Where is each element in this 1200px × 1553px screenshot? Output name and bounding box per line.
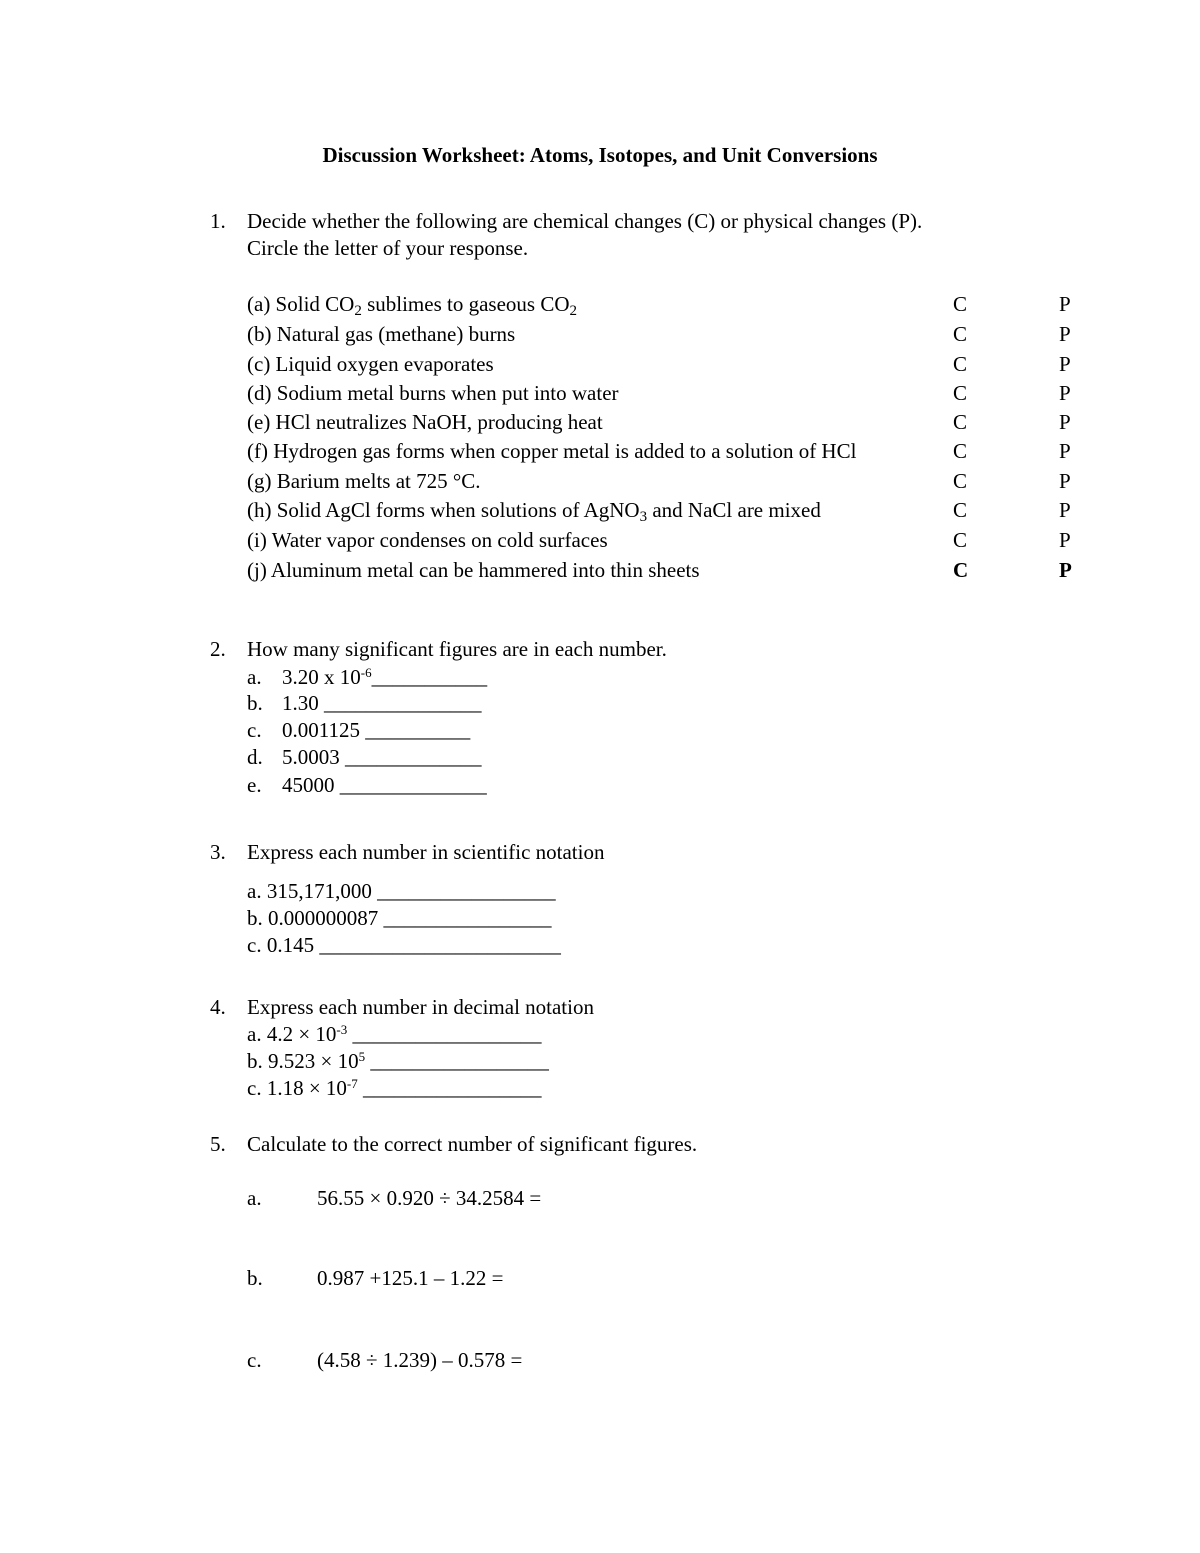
q5-a-label: a. [247,1186,262,1210]
q1-item-c: (c) Liquid oxygen evaporates [247,352,494,376]
q4-c-answer-line[interactable]: c. $1.18 \times 10^{-7}$ _________________ [247,1076,542,1100]
q1-j-chemical-option[interactable]: C [953,558,969,582]
q1-item-a: (a) Solid $CO_2$ sublimes to gaseous $CO_2$ [247,292,577,319]
q1-d-chemical-option[interactable]: C [953,381,968,405]
q1-h-chemical-option[interactable]: C [953,498,968,522]
q1-c-physical-option[interactable]: P [1059,352,1071,376]
q2-a-answer-line[interactable]: 3.20 x $10^{-6}\_\_\_\_\_\_\_\_\_\_\_$ [282,665,488,689]
q2-text: How many significant figures are in each number. [247,637,667,661]
q4-a-answer-line[interactable]: a. $4.2 \times 10^{-3}$ __________________ [247,1022,542,1046]
q1-f-physical-option[interactable]: P [1059,439,1071,463]
q2-c-answer-line[interactable]: 0.001125 __________ [282,718,471,742]
q2-b-label: b. [247,691,263,715]
q1-item-j: (j) Aluminum metal can be hammered into thin sheets [247,558,700,582]
q1-b-physical-option[interactable]: P [1059,322,1071,346]
q1-b-chemical-option[interactable]: C [953,322,968,346]
page-title: Discussion Worksheet: Atoms, Isotopes, and Unit Conversions [322,143,878,167]
q5-b-label: b. [247,1266,263,1290]
q3-b-answer-line[interactable]: b. 0.000000087 ________________ [247,906,552,930]
q3-number: 3. [210,840,226,864]
q5-b-expression: 0.987 +125.1 – 1.22 = [317,1266,504,1290]
q1-g-physical-option[interactable]: P [1059,469,1071,493]
q1-item-b: (b) Natural gas (methane) burns [247,322,516,346]
q2-b-answer-line[interactable]: 1.30 _______________ [282,691,482,715]
q1-i-chemical-option[interactable]: C [953,528,968,552]
q5-c-label: c. [247,1348,262,1372]
q5-a-expression: 56.55 × 0.920 ÷ 34.2584 = [317,1186,542,1210]
q1-g-chemical-option[interactable]: C [953,469,968,493]
q2-c-label: c. [247,718,262,742]
q4-number: 4. [210,995,226,1019]
q1-e-chemical-option[interactable]: C [953,410,968,434]
q1-item-i: (i) Water vapor condenses on cold surfaces [247,528,608,552]
q1-c-chemical-option[interactable]: C [953,352,968,376]
q2-e-label: e. [247,773,262,797]
q1-number: 1. [210,209,226,233]
q1-i-physical-option[interactable]: P [1059,528,1071,552]
q4-text: Express each number in decimal notation [247,995,594,1019]
q2-e-answer-line[interactable]: 45000 ______________ [282,773,487,797]
q1-item-f: (f) Hydrogen gas forms when copper metal is added to a solution of HCl [247,439,857,463]
q3-c-answer-line[interactable]: c. 0.145 _______________________ [247,933,561,957]
q5-number: 5. [210,1132,226,1156]
q1-item-e: (e) HCl neutralizes NaOH, producing heat [247,410,603,434]
q5-c-expression: (4.58 ÷ 1.239) – 0.578 = [317,1348,523,1372]
q1-f-chemical-option[interactable]: C [953,439,968,463]
q2-a-label: a. [247,665,262,689]
q1-item-h: (h) Solid AgCl forms when solutions of AgNO$_3$ and NaCl are mixed [247,498,821,525]
q1-a-chemical-option[interactable]: C [953,292,968,316]
q1-d-physical-option[interactable]: P [1059,381,1071,405]
q4-b-answer-line[interactable]: b. $9.523 \times 10^5$ _________________ [247,1049,549,1073]
q1-h-physical-option[interactable]: P [1059,498,1071,522]
q1-j-physical-option[interactable]: P [1059,558,1072,582]
q1-e-physical-option[interactable]: P [1059,410,1071,434]
q1-item-d: (d) Sodium metal burns when put into water [247,381,619,405]
q2-d-label: d. [247,745,263,769]
q2-number: 2. [210,637,226,661]
q1-item-g: (g) Barium melts at 725 °C. [247,469,481,493]
q1-text-line1: Decide whether the following are chemical changes (C) or physical changes (P). [247,209,923,233]
q1-text-line2: Circle the letter of your response. [247,236,529,260]
q3-a-answer-line[interactable]: a. 315,171,000 _________________ [247,879,556,903]
q3-text: Express each number in scientific notation [247,840,605,864]
q1-a-physical-option[interactable]: P [1059,292,1071,316]
q5-text: Calculate to the correct number of significant figures. [247,1132,698,1156]
q2-d-answer-line[interactable]: 5.0003 _____________ [282,745,482,769]
